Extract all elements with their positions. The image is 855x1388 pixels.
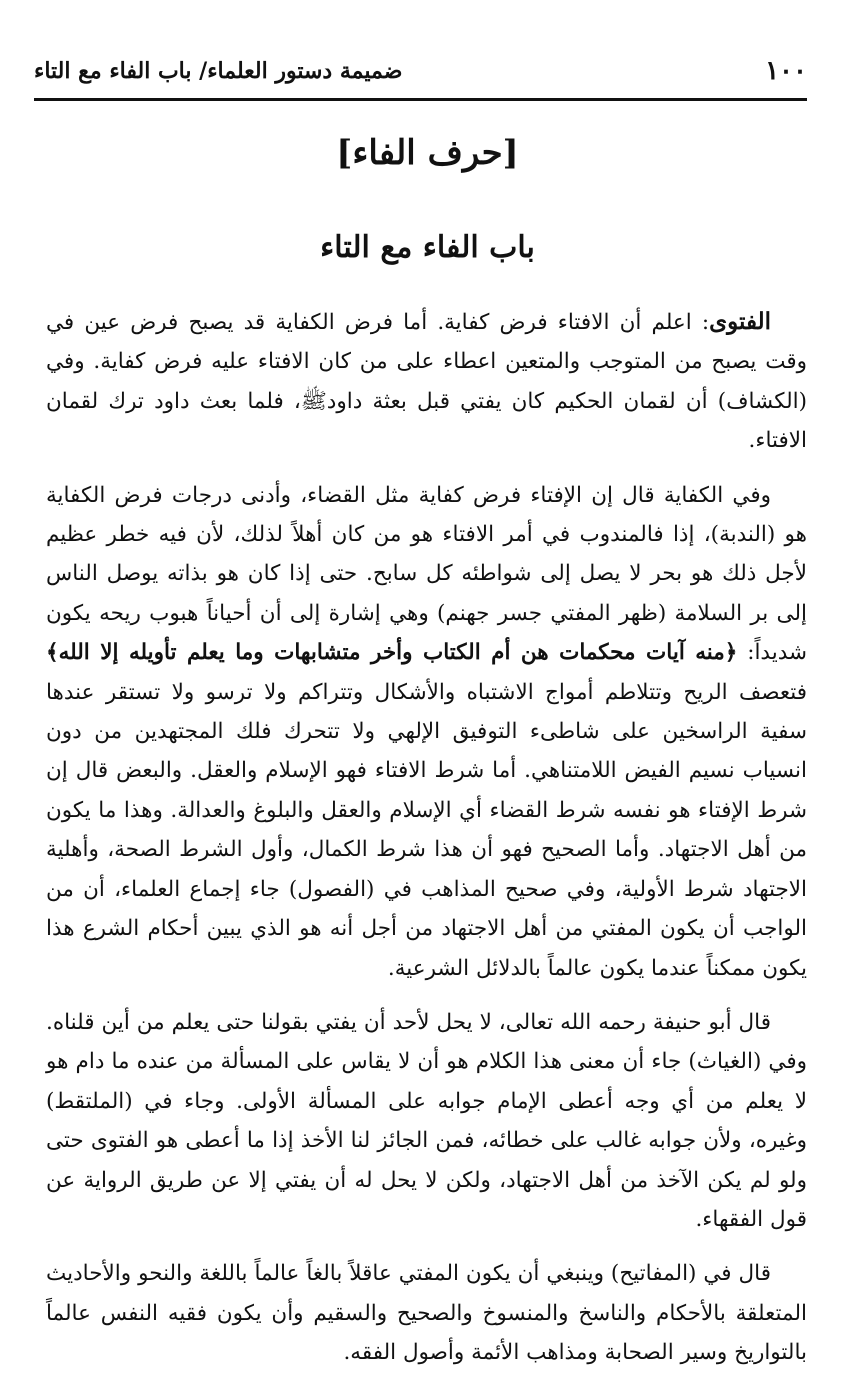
paragraph-abu-hanifa — [46, 1003, 807, 1239]
paragraph-kifaya — [46, 476, 807, 988]
paragraph-fatwa-definition — [46, 302, 807, 461]
paragraph-mafatih — [46, 1254, 807, 1372]
running-head: ضميمة دستور العلماء/ باب الفاء مع التاء — [34, 58, 403, 84]
paragraph-text: وفي الكفاية قال إن الإفتاء فرض كفاية مثل القضاء، وأدنى درجات فرض الكفاية هو (الندبة)، إذا فالمندوب في أمر الافتاء هو من كان أهلاً لذلك، لأن فيه خطر عظيم لأجل ذلك هو بحر لا يصل إلى شواطئه كل سابح. حتى إذا كان هو بذاته يوصل الناس إلى بر السلامة (ظهر المفتي جسر جهنم) وهي إشارة إلى أن أحياناً هبوب ريحه يكون شديداً: — [46, 482, 807, 666]
chapter-title: [حرف الفاء] — [336, 133, 519, 173]
section-title: باب الفاء مع التاء — [320, 230, 535, 265]
page-number: ١٠٠ — [765, 56, 807, 86]
paragraph-text: قال في (المفاتيح) وينبغي أن يكون المفتي عاقلاً بالغاً عالماً باللغة والنحو والأحاديث المتعلقة بالأحكام والناسخ والمنسوخ والصحيح والسقيم وأن يكون فقيه النفس عالماً بالتواريخ وسير الصحابة ومذاهب الأئمة وأصول الفقه. — [46, 1261, 807, 1366]
quran-quote: ﴿منه آيات محكمات هن أم الكتاب وأخر متشابهات وما يعلم تأويله إلا الله﴾ — [46, 640, 738, 666]
body-text — [46, 302, 807, 1388]
entry-term: الفتوى — [709, 308, 771, 335]
paragraph-text: : اعلم أن الافتاء فرض كفاية. أما فرض الكفاية قد يصبح فرض عين في وقت يصبح من المتوجب والمتعين اعطاء على من كان الافتاء عليه فرض كفاية. وفي (الكشاف) أن لقمان الحكيم كان يفتي قبل بعثة داودﷺ، فلما بعث داود ترك لقمان الافتاء. — [46, 310, 807, 454]
paragraph-text: فتعصف الريح وتتلاطم أمواج الاشتباه والأشكال وتتراكم ولا ترسو ولا تستقر عندها سفية الراسخين على شاطىء التوفيق الإلهي ولا تتحرك فلك المجتهدين من دون انسياب نسيم الفيض اللامتناهي. أما شرط الافتاء فهو الإسلام والعقل. والبعض قال إن شرط الإفتاء هو نفسه شرط القضاء أي الإسلام والعقل والبلوغ والعدالة. وهذا ما يكون من أهل الاجتهاد. وأما الصحيح فهو أن هذا شرط الكمال، وأول الشرط الصحة، وأهلية الاجتهاد شرط الأولية، وفي صحيح المذاهب في (الفصول) جاء إجماع العلماء، أن من الواجب أن يكون المفتي من أهل الاجتهاد من أجل أنه هو الذي يبين أحكام الشرع هذا يكون ممكناً عندما يكون عالماً بالدلائل الشرعية. — [46, 679, 807, 981]
paragraph-text: قال أبو حنيفة رحمه الله تعالى، لا يحل لأحد أن يفتي بقولنا حتى يعلم من أين قلناه. وفي (الغياث) جاء أن معنى هذا الكلام هو أن لا يقاس على المسألة من عنده ما دام هو لا يعلم من أي وجه أعطى الإمام جوابه على المسألة الأولى. وجاء في (الملتقط) وغيره، ولأن جوابه غالب على خطائه، فمن الجائز لنا الأخذ إذا ما أعطى هو الفتوى حتى ولو لم يكن الآخذ من أهل الاجتهاد، ولكن لا يحل له أن يفتي إلا عن طريق الرواية عن قول الفقهاء. — [46, 1009, 807, 1232]
page-header — [34, 52, 807, 101]
